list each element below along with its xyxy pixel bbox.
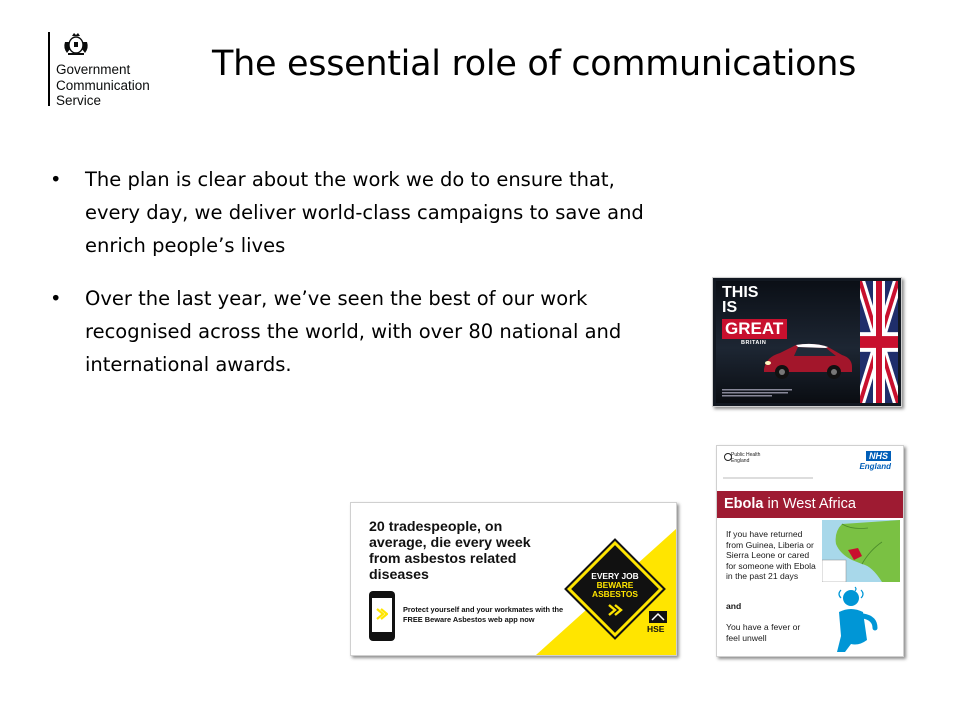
hse-logo-icon — [649, 611, 667, 623]
ebola-para-1: If you have returned from Guinea, Liberia or Sierra Leone or cared for someone with Ebola in the past 21 days — [726, 529, 816, 581]
ebola-heading: Ebola in West Africa — [724, 496, 856, 512]
phe-logo-text: Public Health England — [731, 452, 761, 464]
hse-asbestos-poster — [350, 502, 677, 656]
logo-text-line-2: Communication — [56, 77, 150, 93]
ebola-poster — [716, 445, 904, 657]
gb-great-label: GREAT — [722, 319, 787, 339]
phone-icon — [369, 591, 395, 641]
logo-text-line-3: Service — [56, 93, 102, 108]
unwell-person-icon — [825, 586, 885, 654]
chevron-right-icon — [376, 608, 388, 620]
bullet-marker: • — [50, 287, 62, 310]
ebola-para-2: You have a fever or feel unwell — [726, 622, 801, 643]
gcs-logo — [48, 32, 150, 106]
hse-headline: 20 tradespeople, on average, die every week from asbestos related diseases — [369, 519, 531, 583]
gb-this-is: THIS IS — [722, 284, 759, 316]
bullet-text: Over the last year, we’ve seen the best of our work recognised across the world, with over 80 national and international awards. — [85, 287, 622, 376]
nhs-logo: NHS — [866, 451, 891, 461]
slide-title: The essential role of communications — [212, 44, 857, 84]
royal-crest-icon — [62, 32, 90, 56]
chevron-icon — [607, 604, 623, 616]
bullet-list — [50, 163, 650, 401]
beware-asbestos-text: EVERY JOB BEWARE ASBESTOS — [591, 571, 639, 599]
great-britain-poster — [712, 277, 902, 407]
hse-subtext: Protect yourself and your workmates with the FREE Beware Asbestos web app now — [403, 605, 564, 624]
mini-car-image — [756, 339, 856, 379]
gb-britain-label: BRITAIN — [741, 340, 767, 346]
bullet-marker: • — [50, 168, 62, 191]
bullet-item — [50, 282, 650, 381]
logo-text-line-1: Government — [56, 62, 131, 77]
union-flag-icon — [860, 281, 898, 403]
gb-small-print — [722, 388, 792, 398]
bullet-text: The plan is clear about the work we do to ensure that, every day, we deliver world-class campaigns to save and enrich people’s lives — [85, 168, 644, 257]
hse-logo-text: HSE — [647, 624, 665, 634]
bullet-item — [50, 163, 650, 262]
west-africa-map-icon — [822, 520, 900, 582]
tagline-rule — [723, 477, 813, 479]
nhs-england-text: England — [859, 462, 891, 471]
ebola-and: and — [726, 601, 742, 611]
